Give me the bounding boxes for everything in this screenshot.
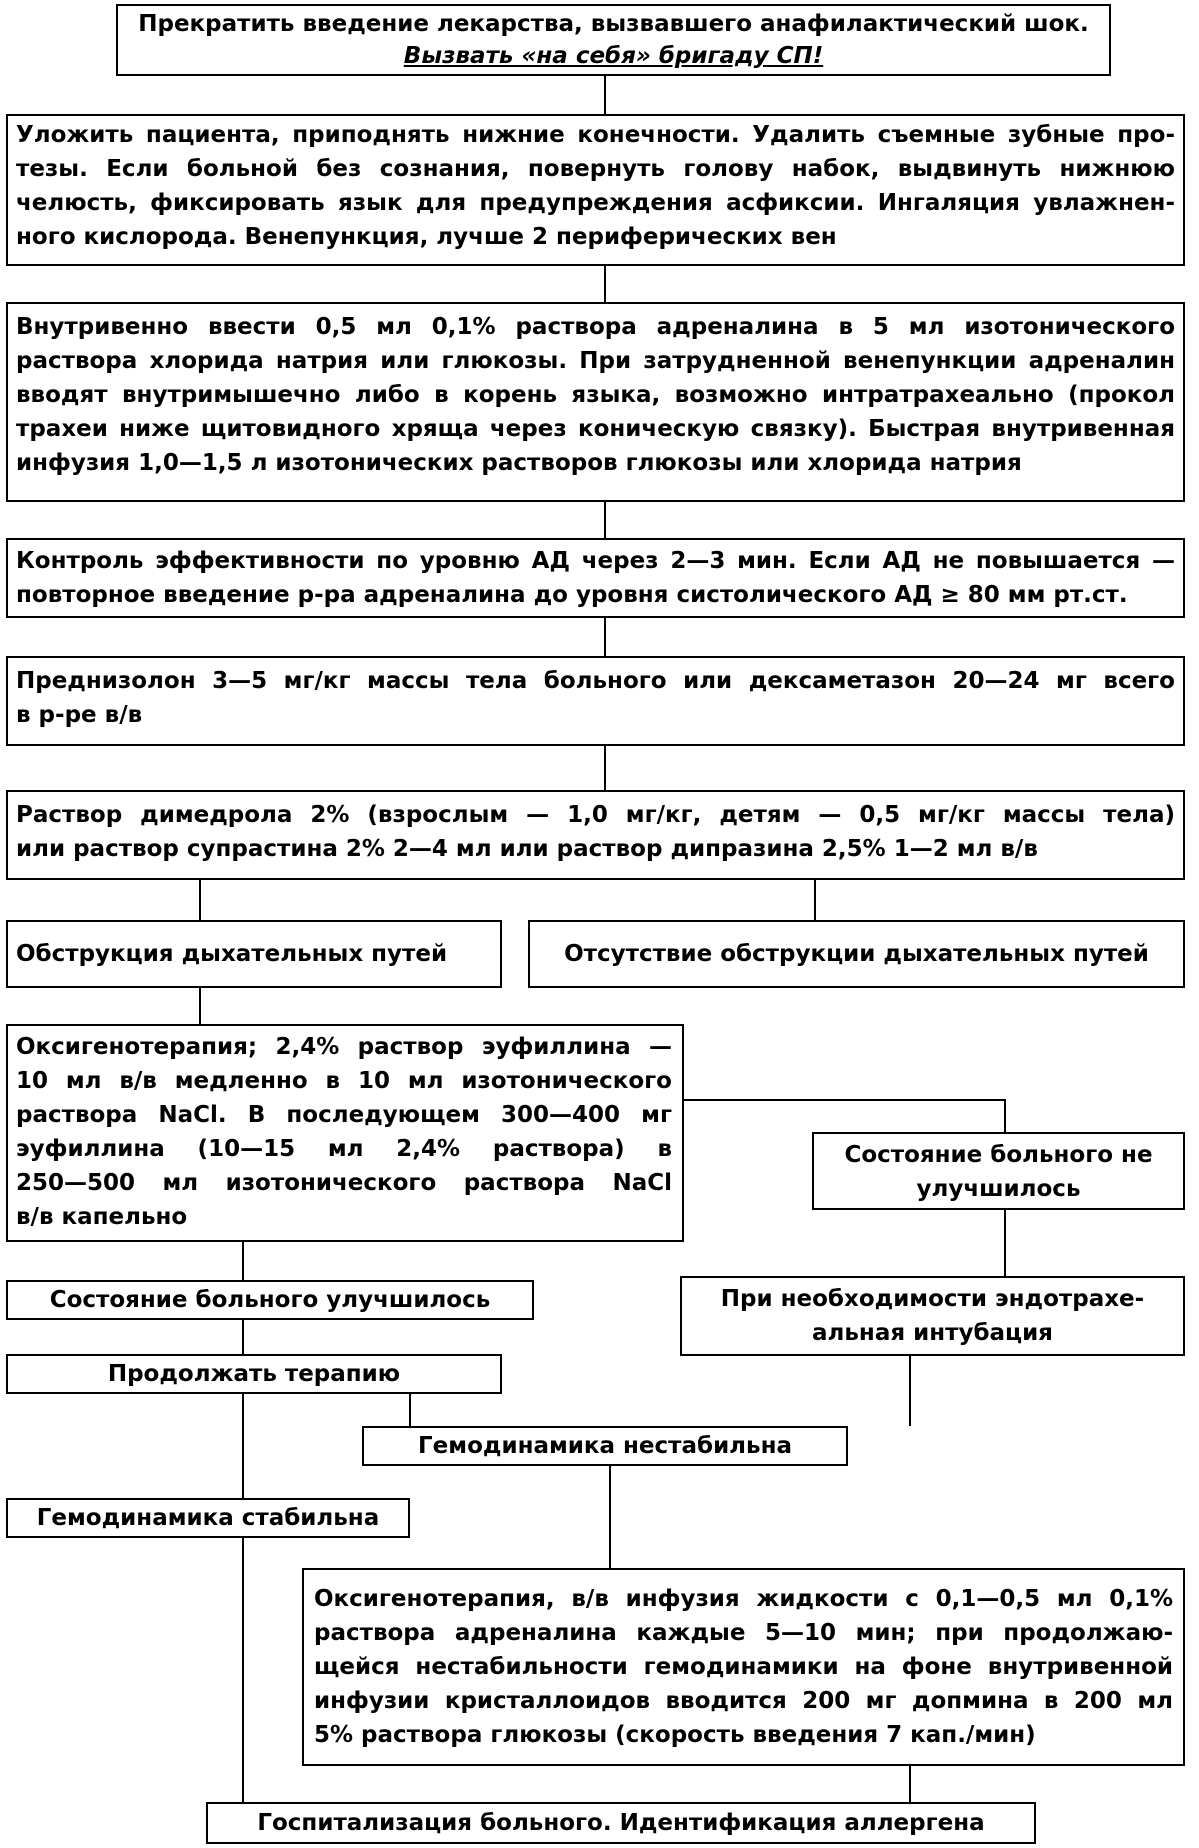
state-improved-label: Состояние больного улучшилось [49, 1287, 491, 1313]
step-adrenaline-line: раствора хлорида натрия или глюкозы. При затрудненной венепункции адреналин [16, 348, 1175, 374]
oxygen-therapy-line: 250—500 мл изотонического раствора NaCl [16, 1170, 672, 1196]
hemodynamics-stable-label: Гемодинамика стабильна [36, 1505, 380, 1531]
step-prednisolone [6, 656, 1185, 746]
step-position-line: Уложить пациента, приподнять нижние конечности. Удалить съемные зубные про- [16, 122, 1175, 148]
intubation-line: При необходимости эндотрахе- [720, 1286, 1145, 1312]
hospitalization-box [206, 1802, 1036, 1844]
step-antihistamine [6, 790, 1185, 880]
step-antihistamine-line: или раствор супрастина 2% 2—4 мл или раствор дипразина 2,5% 1—2 мл в/в [16, 836, 1038, 862]
unstable-therapy-line: щейся нестабильности гемодинамики на фоне внутривенной [314, 1654, 1173, 1680]
call-ambulance-text: Вызвать «на себя» бригаду СП! [403, 43, 824, 69]
intubation-line: альная интубация [812, 1320, 1053, 1346]
step-bp-control [6, 538, 1185, 618]
branch-obstruction-label: Обструкция дыхательных путей [16, 941, 448, 967]
unstable-therapy-line: инфузии кристаллоидов вводится 200 мг допмина в 200 мл [314, 1688, 1173, 1714]
step-antihistamine-line: Раствор димедрола 2% (взрослым — 1,0 мг/кг, детям — 0,5 мг/кг массы тела) [16, 802, 1175, 828]
unstable-therapy-box [302, 1568, 1185, 1766]
connector-oxygen-not-improved [683, 1100, 1005, 1132]
continue-therapy-label: Продолжать терапию [107, 1361, 401, 1387]
unstable-therapy-line: раствора адреналина каждые 5—10 мин; при продолжаю- [314, 1620, 1173, 1646]
oxygen-therapy-line: эуфиллина (10—15 мл 2,4% раствора) в [16, 1136, 672, 1162]
step-position-patient [6, 114, 1185, 266]
step-stop-drug [116, 4, 1111, 76]
state-not-improved [812, 1132, 1185, 1210]
step-prednisolone-line: в р-ре в/в [16, 702, 143, 728]
continue-therapy [6, 1354, 502, 1394]
hospitalization-label: Госпитализация больного. Идентификация аллергена [257, 1810, 985, 1836]
oxygen-therapy-line: раствора NaCl. В последующем 300—400 мг [16, 1102, 672, 1128]
state-not-improved-line: улучшилось [916, 1176, 1081, 1202]
branch-no-obstruction [528, 920, 1185, 988]
branch-obstruction [6, 920, 502, 988]
step-bp-control-line: повторное введение р-ра адреналина до уровня систолического АД ≥ 80 мм рт.ст. [16, 582, 1128, 608]
step-adrenaline-line: вводят внутримышечно либо в корень языка, возможно интратрахеально (прокол [16, 382, 1175, 408]
oxygen-therapy-line: 10 мл в/в медленно в 10 мл изотонического [16, 1068, 672, 1094]
oxygen-therapy-box [6, 1024, 684, 1242]
step-position-line: тезы. Если больной без сознания, повернуть голову набок, выдвинуть нижнюю [16, 156, 1175, 182]
oxygen-therapy-line: в/в капельно [16, 1204, 188, 1230]
step-adrenaline [6, 302, 1185, 502]
intubation-box [680, 1276, 1185, 1356]
step-adrenaline-line: инфузия 1,0—1,5 л изотонических растворов глюкозы или хлорида натрия [16, 450, 1022, 476]
hemodynamics-unstable [362, 1426, 848, 1466]
step-position-line: челюсть, фиксировать язык для предупреждения асфиксии. Ингаляция увлажнен- [16, 190, 1175, 216]
step-stop-drug-text: Прекратить введение лекарства, вызвавшего анафилактический шок. [138, 11, 1089, 37]
state-not-improved-line: Состояние больного не [844, 1142, 1153, 1168]
hemodynamics-unstable-label: Гемодинамика нестабильна [418, 1433, 792, 1459]
oxygen-therapy-line: Оксигенотерапия; 2,4% раствор эуфиллина — [16, 1034, 672, 1060]
branch-no-obstruction-label: Отсутствие обструкции дыхательных путей [564, 941, 1149, 967]
state-improved [6, 1280, 534, 1320]
unstable-therapy-line: Оксигенотерапия, в/в инфузия жидкости с 0,1—0,5 мл 0,1% [314, 1586, 1173, 1612]
step-adrenaline-line: Внутривенно ввести 0,5 мл 0,1% раствора адреналина в 5 мл изотонического [16, 314, 1175, 340]
unstable-therapy-line: 5% раствора глюкозы (скорость введения 7 кап./мин) [314, 1722, 1036, 1748]
hemodynamics-stable [6, 1498, 410, 1538]
step-adrenaline-line: трахеи ниже щитовидного хряща через коническую связку). Быстрая внутривенная [16, 416, 1175, 442]
step-bp-control-line: Контроль эффективности по уровню АД через 2—3 мин. Если АД не повышается — [16, 548, 1175, 574]
step-position-line: ного кислорода. Венепункция, лучше 2 периферических вен [16, 224, 837, 250]
step-prednisolone-line: Преднизолон 3—5 мг/кг массы тела больного или дексаметазон 20—24 мг всего [16, 668, 1175, 694]
